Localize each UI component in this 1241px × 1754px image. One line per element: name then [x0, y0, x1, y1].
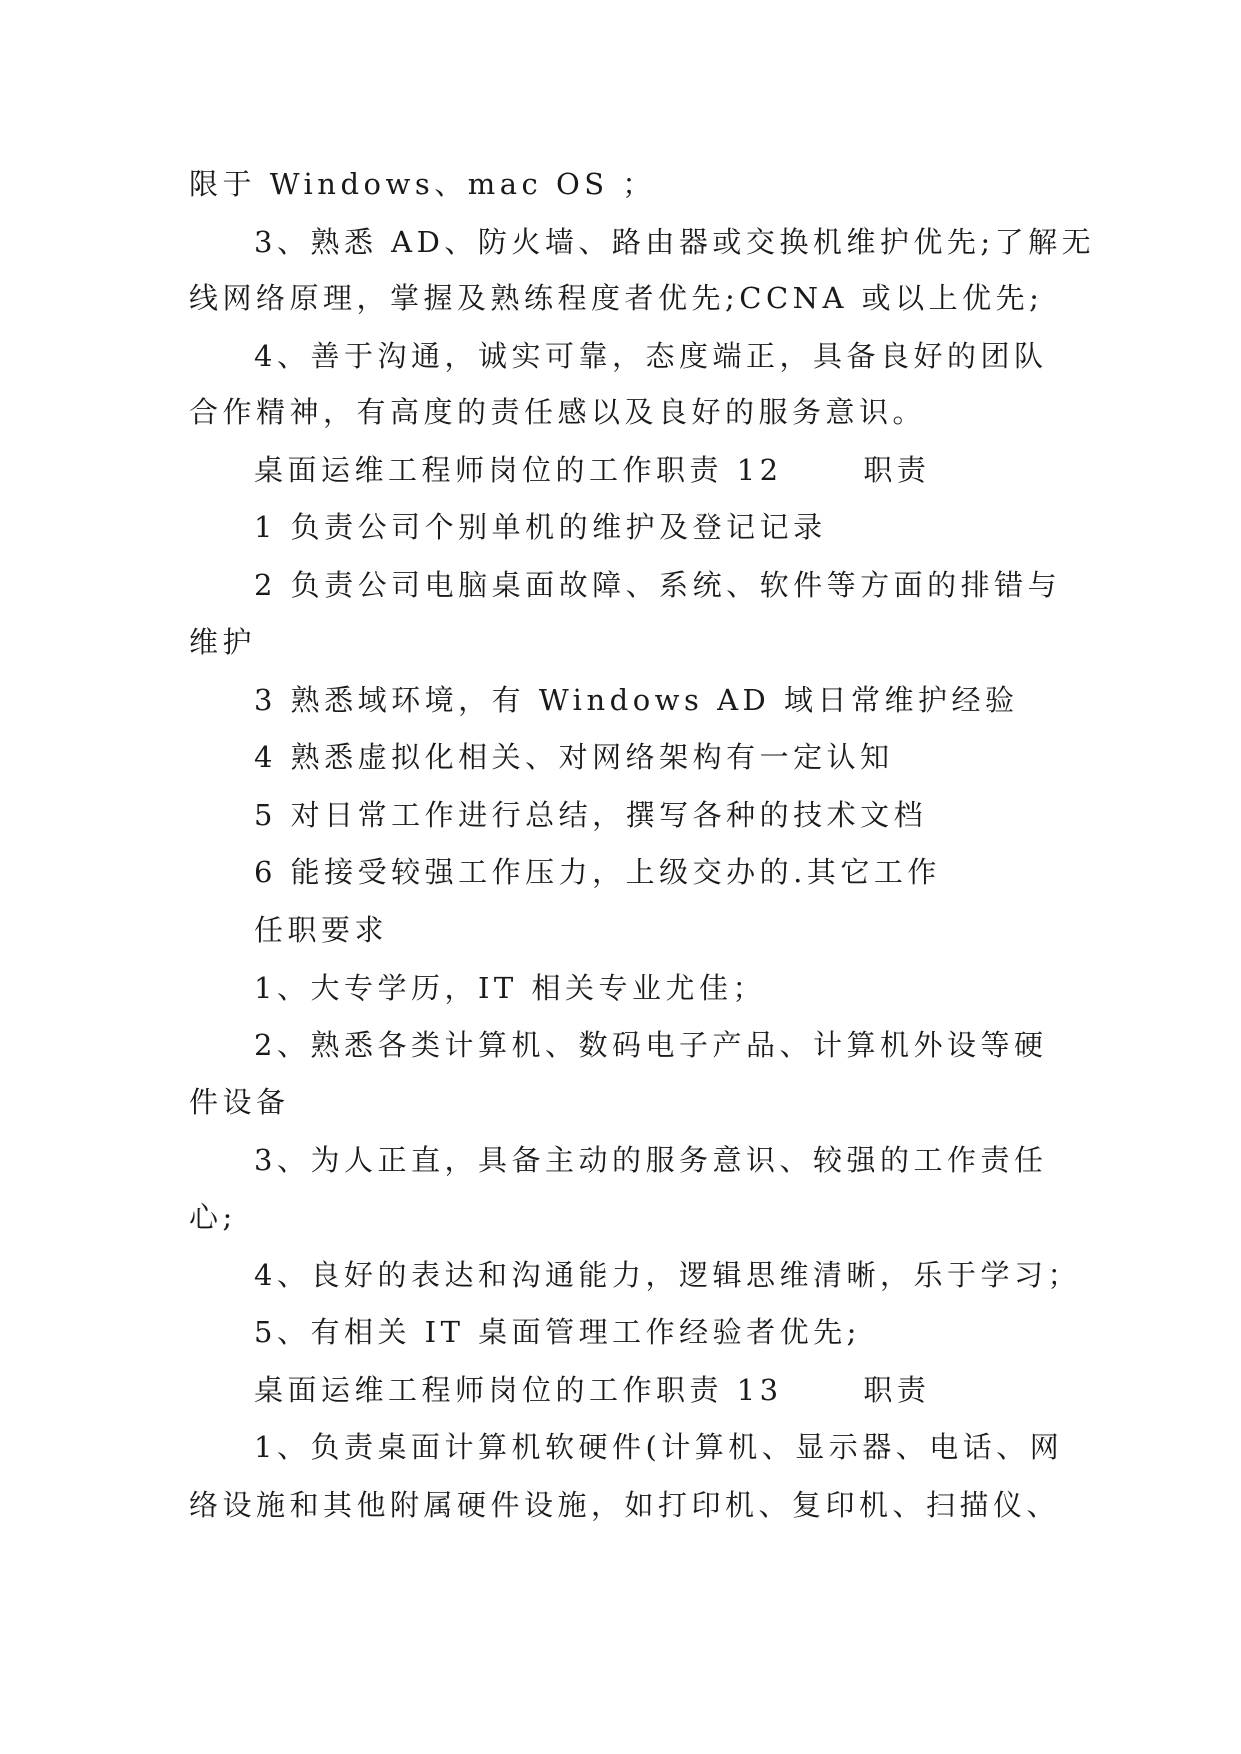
text-line: 心; [189, 1200, 237, 1234]
text-line: 合作精神，有高度的责任感以及良好的服务意识。 [189, 395, 927, 429]
text-line: 维护 [189, 625, 257, 659]
text-line: 3、为人正直，具备主动的服务意识、较强的工作责任 [254, 1143, 1048, 1177]
text-line: 5 对日常工作进行总结，撰写各种的技术文档 [254, 798, 928, 832]
text-line: 2 负责公司电脑桌面故障、系统、软件等方面的排错与 [254, 568, 1062, 602]
text-line: 1 负责公司个别单机的维护及登记记录 [254, 510, 827, 544]
text-line: 4 熟悉虚拟化相关、对网络架构有一定认知 [254, 740, 894, 774]
section-heading: 桌面运维工程师岗位的工作职责 12 职责 [254, 453, 931, 487]
text-line: 6 能接受较强工作压力，上级交办的.其它工作 [254, 855, 941, 889]
section-heading: 桌面运维工程师岗位的工作职责 13 职责 [254, 1373, 931, 1407]
text-line: 4、善于沟通，诚实可靠，态度端正，具备良好的团队 [254, 339, 1048, 373]
text-line: 4、良好的表达和沟通能力，逻辑思维清晰，乐于学习； [254, 1258, 1081, 1292]
text-line: 5、有相关 IT 桌面管理工作经验者优先; [254, 1315, 861, 1349]
text-line: 件设备 [189, 1085, 290, 1119]
text-line: 2、熟悉各类计算机、数码电子产品、计算机外设等硬 [254, 1028, 1048, 1062]
text-line: 1、大专学历，IT 相关专业尤佳； [254, 971, 766, 1005]
subheading: 任职要求 [254, 913, 389, 947]
text-line: 3 熟悉域环境，有 Windows AD 域日常维护经验 [254, 683, 1019, 717]
text-line: 线网络原理，掌握及熟练程度者优先;CCNA 或以上优先; [189, 281, 1044, 315]
text-line: 络设施和其他附属硬件设施，如打印机、复印机、扫描仪、 [189, 1488, 1061, 1522]
text-line: 限于 Windows、mac OS ； [189, 167, 656, 201]
text-line: 3、熟悉 AD、防火墙、路由器或交换机维护优先;了解无 [254, 225, 1096, 259]
text-line: 1、负责桌面计算机软硬件(计算机、显示器、电话、网 [254, 1430, 1064, 1464]
